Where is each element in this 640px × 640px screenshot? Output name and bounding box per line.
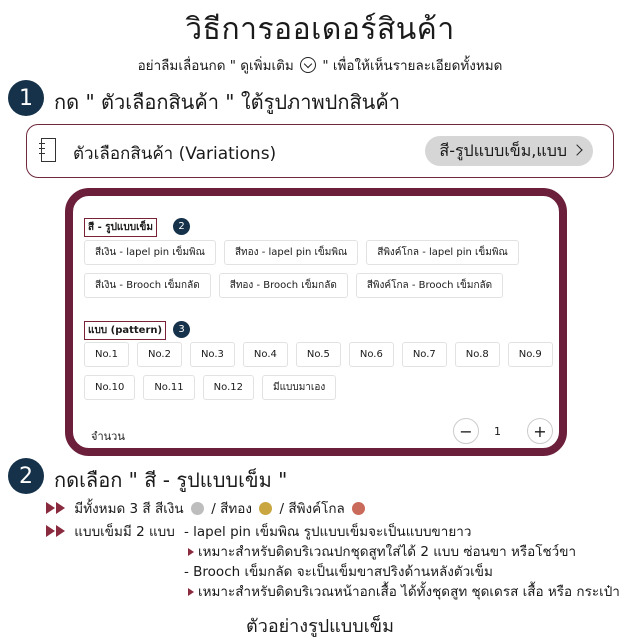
- color-option-chip-6[interactable]: สีพิงค์โกล - Brooch เข็มกลัด: [356, 273, 503, 298]
- colors-prefix: มีทั้งหมด 3 สี สีเงิน: [74, 501, 184, 517]
- styles-line: [46, 520, 175, 542]
- color-option-chip-2[interactable]: สีทอง - lapel pin เข็มพิณ: [224, 240, 358, 265]
- pattern-option-chip-9[interactable]: No.9: [508, 342, 553, 367]
- triangle-bullet-icon: [188, 548, 194, 556]
- pattern-option-chip-7[interactable]: No.7: [402, 342, 447, 367]
- variation-panel: [65, 188, 567, 456]
- color-option-chip-4[interactable]: สีเงิน - Brooch เข็มกลัด: [84, 273, 211, 298]
- style-note-2: [188, 580, 620, 602]
- quantity-plus-button[interactable]: +: [527, 418, 553, 444]
- pattern-option-chip-1[interactable]: No.1: [84, 342, 129, 367]
- color-options: [84, 240, 554, 298]
- page-title: วิธีการออเดอร์สินค้า: [185, 12, 455, 47]
- pattern-option-chip-10[interactable]: No.10: [84, 375, 135, 400]
- step-1-badge: 1: [8, 80, 44, 116]
- pattern-section-label: แบบ (pattern): [84, 321, 166, 340]
- variations-label: ตัวเลือกสินค้า (Variations): [73, 144, 277, 164]
- double-arrow-icon: [46, 525, 68, 537]
- color-section-badge: 2: [173, 218, 190, 235]
- colors-line: [46, 497, 368, 519]
- style-note-2-text: เหมาะสำหรับติดบริเวณหน้าอกเสื้อ ได้ทั้งชุดสูท ชุดเดรส เสื้อ หรือ กระเป๋า: [198, 584, 620, 600]
- quantity-minus-button[interactable]: −: [453, 418, 479, 444]
- colors-sep-1: / สีทอง: [211, 501, 252, 517]
- style-note-1: [188, 540, 576, 562]
- quantity-label: จำนวน: [91, 430, 125, 443]
- pattern-section-badge: 3: [173, 321, 190, 338]
- pattern-option-chip-4[interactable]: No.4: [243, 342, 288, 367]
- rosegold-dot: [352, 502, 365, 515]
- color-option-chip-3[interactable]: สีพิงค์โกล - lapel pin เข็มพิณ: [366, 240, 519, 265]
- step-1-text: กด " ตัวเลือกสินค้า " ใต้รูปภาพปกสินค้า: [54, 90, 400, 114]
- instruction-subtitle: [0, 54, 640, 76]
- step-2-badge: 2: [8, 458, 44, 494]
- gold-dot: [259, 502, 272, 515]
- pattern-option-chip-5[interactable]: No.5: [296, 342, 341, 367]
- footer-caption: ตัวอย่างรูปแบบเข็ม: [246, 616, 394, 637]
- pattern-option-chip-11[interactable]: No.11: [143, 375, 194, 400]
- style-item-1: - lapel pin เข็มพิณ รูปแบบเข็มจะเป็นแบบขายาว: [184, 524, 472, 540]
- document-list-icon: [41, 138, 56, 162]
- chevron-down-circle-icon: [300, 57, 316, 73]
- subtitle-before: อย่าลืมเลื่อนกด " ดูเพิ่มเติม: [137, 58, 294, 74]
- style-note-1-text: เหมาะสำหรับติดบริเวณปกชุดสูทใส่ได้ 2 แบบ ซ่อนขา หรือโชว์ขา: [198, 544, 577, 560]
- triangle-bullet-icon: [188, 588, 194, 596]
- pattern-option-chip-13[interactable]: มีแบบมาเอง: [262, 375, 336, 400]
- pattern-option-chip-6[interactable]: No.6: [349, 342, 394, 367]
- color-option-chip-1[interactable]: สีเงิน - lapel pin เข็มพิณ: [84, 240, 216, 265]
- variations-bar[interactable]: [26, 124, 614, 178]
- style-item-2: - Brooch เข็มกลัด จะเป็นเข็มขาสปริงด้านหลังตัวเข็ม: [184, 564, 493, 580]
- color-option-chip-5[interactable]: สีทอง - Brooch เข็มกลัด: [219, 273, 348, 298]
- color-section-label: สี - รูปแบบเข็ม: [84, 218, 157, 237]
- silver-dot: [191, 502, 204, 515]
- step-2-text: กดเลือก " สี - รูปแบบเข็ม ": [54, 468, 288, 492]
- variations-selected-button[interactable]: สี-รูปแบบเข็ม,แบบ: [425, 136, 593, 166]
- subtitle-after: " เพื่อให้เห็นรายละเอียดทั้งหมด: [322, 58, 503, 74]
- pattern-options: [84, 342, 554, 400]
- quantity-value: 1: [494, 425, 501, 438]
- pattern-option-chip-3[interactable]: No.3: [190, 342, 235, 367]
- colors-sep-2: / สีพิงค์โกล: [279, 501, 345, 517]
- styles-prefix: แบบเข็มมี 2 แบบ: [74, 524, 175, 540]
- pattern-option-chip-2[interactable]: No.2: [137, 342, 182, 367]
- pattern-option-chip-12[interactable]: No.12: [203, 375, 254, 400]
- pattern-option-chip-8[interactable]: No.8: [455, 342, 500, 367]
- double-arrow-icon: [46, 502, 68, 514]
